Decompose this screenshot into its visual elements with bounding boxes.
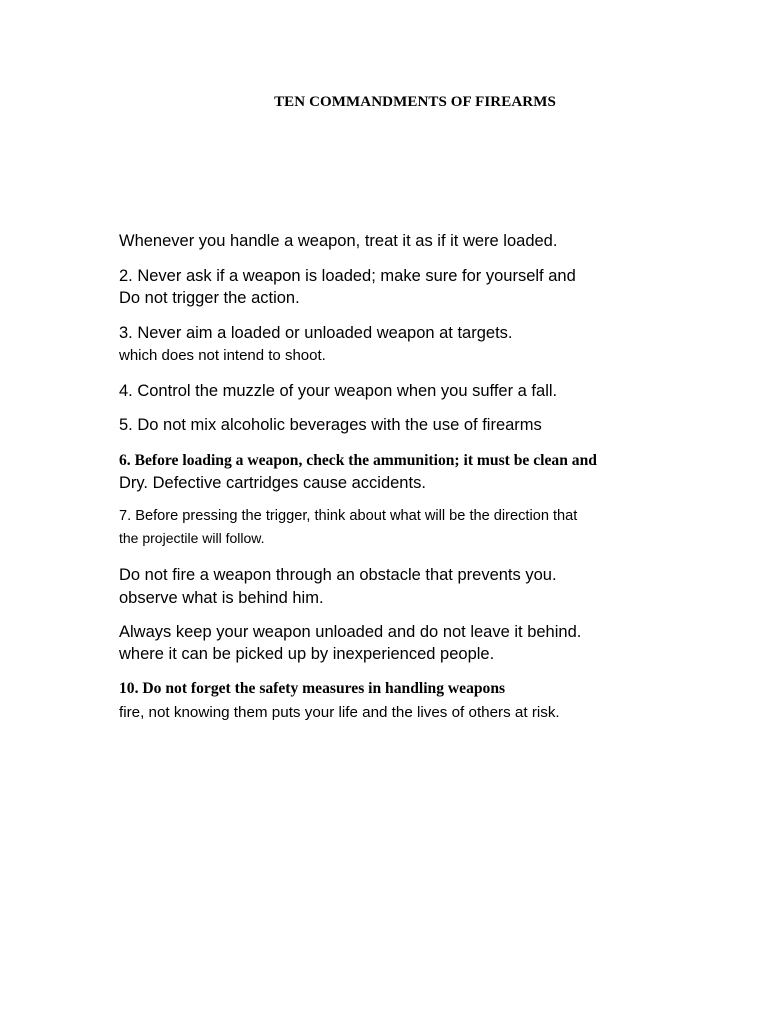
commandment-4-line-1: 4. Control the muzzle of your weapon when you suffer a fall. [119, 382, 558, 400]
commandment-8-line-2: observe what is behind him. [119, 589, 324, 607]
commandment-7-line-1: 7. Before pressing the trigger, think about what will be the direction that [119, 508, 578, 524]
commandment-6-line-1: 6. Before loading a weapon, check the ammunition; it must be clean and [119, 452, 597, 469]
commandment-7-line-2: the projectile will follow. [119, 530, 265, 546]
commandment-1-line-1: Whenever you handle a weapon, treat it as if it were loaded. [119, 232, 558, 250]
commandment-6-line-2: Dry. Defective cartridges cause accidents. [119, 474, 426, 492]
commandment-10-line-2: fire, not knowing them puts your life and the lives of others at risk. [119, 704, 560, 721]
commandment-3-line-1: 3. Never aim a loaded or unloaded weapon at targets. [119, 324, 513, 342]
commandment-9-line-2: where it can be picked up by inexperienced people. [119, 645, 495, 663]
commandment-2-line-1: 2. Never ask if a weapon is loaded; make sure for yourself and [119, 267, 576, 285]
commandment-2-line-2: Do not trigger the action. [119, 289, 300, 307]
document-title: TEN COMMANDMENTS OF FIREARMS [274, 94, 556, 110]
commandment-10-line-1: 10. Do not forget the safety measures in handling weapons [119, 680, 506, 697]
commandment-5-line-1: 5. Do not mix alcoholic beverages with the use of firearms [119, 416, 542, 434]
commandment-8-line-1: Do not fire a weapon through an obstacle that prevents you. [119, 566, 557, 584]
commandment-9-line-1: Always keep your weapon unloaded and do not leave it behind. [119, 623, 582, 641]
commandment-3-line-2: which does not intend to shoot. [119, 347, 326, 364]
